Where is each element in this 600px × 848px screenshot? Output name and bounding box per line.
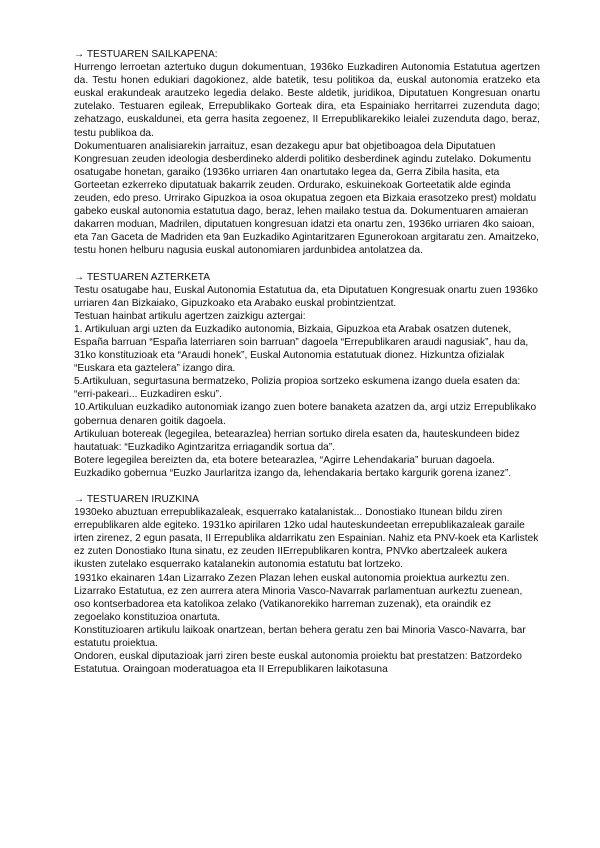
section-sailkapena [74, 48, 540, 258]
paragraph: 5.Artikuluan, segurtasuna bermatzeko, Polizia propioa sortzeko eskumena izango duela esaten da: “erri-pakeari... Euzkadiren esku”. [74, 376, 521, 401]
paragraph: Konstituzioaren artikulu laikoak onartzean, bertan behera geratu zen bai Minoria Vasco-Navarra, bar estatutu proiektua. [74, 624, 526, 650]
paragraph: Hurrengo lerroetan aztertuko dugun dokumentuan, 1936ko Euzkadiren Autonomia Estatutua agertzen da. Testu honen edukiari dagokionez, alde batetik, tesu politikoa da, euskal autonomia eratzeko eta euskal erakundeak arautzeko legedia delako. Beste aldetik, juridikoa, Diputatuen Kongresuan onartu zutelako. Testuaren egileak, Errepublikako Gorteak dira, eta Espainiako herritarrei zuzenduta dago; zehatzago, euskaldunei, eta gerra hasita zegoenez, II Errepublikarekiko leialei zuzenduta dago, beraz, testu publikoa da. [74, 62, 540, 139]
paragraph: 1931ko ekainaren 14an Lizarrako Zezen Plazan lehen euskal autonomia proiektua aurkeztu zen. Lizarrako Estatutua, ez zen aurrera atera Minoria Vasco-Navarrak parlamentuan aurkeztu zuenean, oso kontserbadorea eta katolikoa zelako (Vatikanorekiko harreman zuzenak), eta oraindik ez zegoelako konstituzioa onartuta. [74, 572, 523, 623]
paragraph: 10.Artikuluan euzkadiko autonomiak izango zuen botere banaketa azatzen da, argi utziz Errepublikako gobernua denaren goitik dagoela. [74, 402, 537, 427]
paragraph: Ondoren, euskal diputazioak jarri ziren beste euskal autonomia proiektu bat prestatzen: Batzordeko Estatutua. Oraingoan moderatuagoa eta II Errepublikaren laikotasuna [74, 651, 522, 676]
section-azterketa [74, 271, 540, 481]
document-page [74, 48, 540, 676]
paragraph: Testu osatugabe hau, Euskal Autonomia Estatutua da, eta Diputatuen Kongresuak onartu zuen 1936ko urriaren 4an Bizkaiako, Gipuzkoako eta Arabako euskal probintzientzat. [74, 284, 538, 309]
section-heading: → TESTUAREN AZTERKETA [74, 271, 211, 283]
paragraph: Artikuluan botereak (legegilea, betearazlea) herrian sortuko direla esaten da, hauteskundeen bidez hautatuak: “Euzkadiko Agintzaritza erriagandik sortua da”. [74, 428, 520, 453]
section-heading: → TESTUAREN IRUZKINA [74, 494, 199, 505]
paragraph: Testuan hainbat artikulu agertzen zaizkigu aztergai: [74, 310, 306, 322]
paragraph: 1930eko abuztuan errepublikazaleak, esquerrako katalanistak... Donostiako Itunean bildu ziren errepublikaren alde egiteko. 1931ko apirilaren 12ko udal hauteskundeetan errepublikazaleak garaile irten zirenez, 2 egun pasata, II Errepublika aldarrikatu zen Espainian. Nahiz eta PNV-koek eta Karlistek ez zuten Donostiako Ituna sinatu, ez zeuden IIErrepublikaren kontra, PNVko abertzaleek aukera ikusten zutelako esquerrako katalanekin autonomia estatutu bat lortzeko. [74, 507, 539, 571]
section-iruzkina [74, 493, 540, 676]
paragraph: Dokumentuaren analisiarekin jarraituz, esan dezakegu apur bat objetiboagoa dela Diputatuen Kongresuan zeuden ideologia desberdineko alderdi politiko desberdinek agindu zutelako. Dokumentu osatugabe honetan, garaiko (1936ko urriaren 4an onartutako legea da, Gerra Zibila hasita, eta Gorteetan ezkerreko diputatuak bakarrik zeuden. Ordurako, eskuinekoak Gorteetatik alde eginda zeuden, edo preso. Urrirako Gipuzkoa ia osoa okupatua zegoen eta Bizkaia erasotzeko prest) moldatu gabeko euskal autonomia estatutua dago, beraz, lehen mailako testua da. Dokumentuaren amaieran dakarren moduan, Madrilen, diputatuen kongresuan idatzi eta onartu zen, 1936ko urriaren 4ko saioan, eta 7an Gaceta de Madriden eta 9an Euzkadiko Agintaritzaren Egunerokoan argitaratu zen. Amaitzeko, testu honen helburu nagusia euskal autonomiaren jardunbidea antolatzea da. [74, 140, 539, 257]
paragraph: 1. Artikuluan argi uzten da Euzkadiko autonomia, Bizkaia, Gipuzkoa eta Arabak osatzen dutenek, España barruan “España laterriaren soin barruan” dagoela “Errepublikaren araudi nagusiak”, hau da, 31ko konstituzioak eta “Araudi honek”, Euskal Autonomia estatutuak dionez. Hizkuntza ofizialak “Euskara eta gaztelera” izango dira. [74, 323, 529, 375]
section-heading: → TESTUAREN SAILKAPENA: [74, 49, 218, 60]
paragraph: Botere legegilea bereizten da, eta botere betearazlea, “Agirre Lehendakaria” buruan dagoela. Euzkadiko gobernua “Euzko Jaurlaritza izango da, lehendakaria bertako kargurik gorena izanez”. [74, 454, 512, 479]
